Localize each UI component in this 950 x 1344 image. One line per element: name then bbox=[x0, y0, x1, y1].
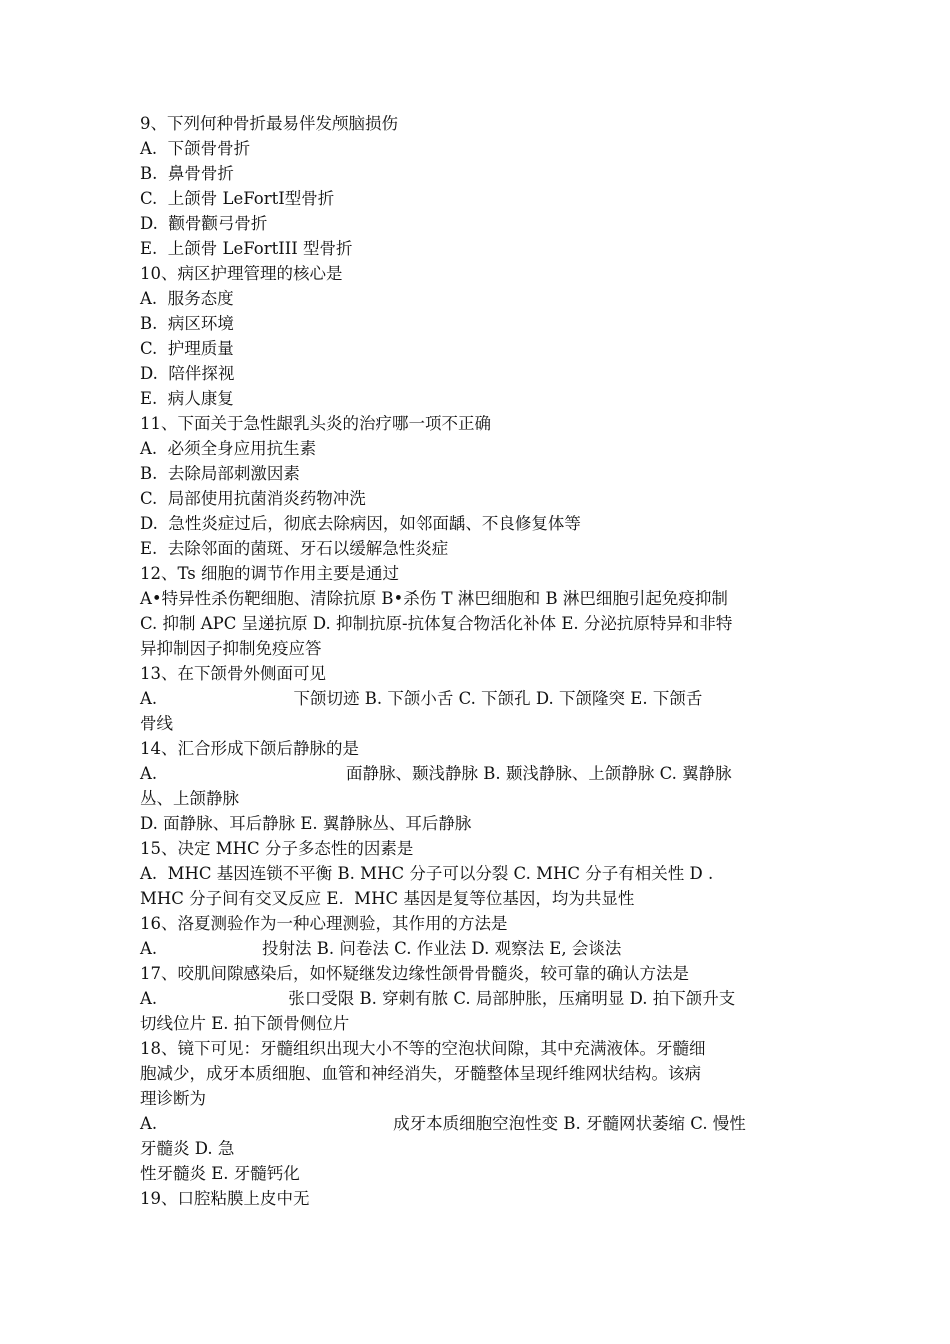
question-18-stem: 18、镜下可见：牙髓组织出现大小不等的空泡状间隙，其中充满液体。牙髓细 bbox=[140, 1039, 706, 1058]
question-16-stem: 16、洛夏测验作为一种心理测验，其作用的方法是 bbox=[140, 914, 508, 933]
question-19-stem: 19、口腔粘膜上皮中无 bbox=[140, 1189, 310, 1208]
question-13-stem: 13、在下颌骨外侧面可见 bbox=[140, 664, 326, 683]
question-12-stem: 12、Ts 细胞的调节作用主要是通过 bbox=[140, 564, 400, 583]
option-line: A. 张口受限 B. 穿刺有脓 C. 局部肿胀，压痛明显 D. 拍下颌升支 bbox=[140, 989, 736, 1008]
option-line: 异抑制因子抑制免疫应答 bbox=[140, 639, 322, 658]
option-line: A. 服务态度 bbox=[140, 289, 234, 308]
question-9-stem: 9、下列何种骨折最易伴发颅脑损伤 bbox=[140, 114, 398, 133]
question-15-stem: 15、决定 MHC 分子多态性的因素是 bbox=[140, 839, 414, 858]
question-18-stem-cont: 胞减少，成牙本质细胞、血管和神经消失，牙髓整体呈现纤维网状结构。该病 bbox=[140, 1064, 701, 1083]
option-line: 切线位片 E. 拍下颌骨侧位片 bbox=[140, 1014, 350, 1033]
option-line: C. 抑制 APC 呈递抗原 D. 抑制抗原-抗体复合物活化补体 E. 分泌抗原特异和非特 bbox=[140, 614, 733, 633]
option-line: C. 上颌骨 LeFortⅠ型骨折 bbox=[140, 189, 335, 208]
option-line: A•特异性杀伤靶细胞、清除抗原 B•杀伤 T 淋巴细胞和 B 淋巴细胞引起免疫抑制 bbox=[140, 589, 728, 608]
option-line: A. MHC 基因连锁不平衡 B. MHC 分子可以分裂 C. MHC 分子有相关性 D . bbox=[140, 864, 714, 883]
question-14-stem: 14、汇合形成下颌后静脉的是 bbox=[140, 739, 359, 758]
question-10-stem: 10、病区护理管理的核心是 bbox=[140, 264, 343, 283]
option-line: B. 病区环境 bbox=[140, 314, 234, 333]
question-18-stem-cont: 理诊断为 bbox=[140, 1089, 206, 1108]
option-line: E. 上颌骨 LeFortIII 型骨折 bbox=[140, 239, 353, 258]
option-line: A. 投射法 B. 问卷法 C. 作业法 D. 观察法 E, 会谈法 bbox=[140, 939, 622, 958]
option-line: 牙髓炎 D. 急 bbox=[140, 1139, 235, 1158]
option-line: A. 下颌切迹 B. 下颌小舌 C. 下颌孔 D. 下颌隆突 E. 下颌舌 bbox=[140, 689, 703, 708]
option-line: A. 成牙本质细胞空泡性变 B. 牙髓网状萎缩 C. 慢性 bbox=[140, 1114, 746, 1133]
option-line: D. 颧骨颧弓骨折 bbox=[140, 214, 268, 233]
option-line: 性牙髓炎 E. 牙髓钙化 bbox=[140, 1164, 300, 1183]
option-line: B. 鼻骨骨折 bbox=[140, 164, 234, 183]
option-line: A. 下颌骨骨折 bbox=[140, 139, 251, 158]
option-line: MHC 分子间有交叉反应 E. MHC 基因是复等位基因，均为共显性 bbox=[140, 889, 635, 908]
question-11-stem: 11、下面关于急性龈乳头炎的治疗哪一项不正确 bbox=[140, 414, 491, 433]
option-line: A. 必须全身应用抗生素 bbox=[140, 439, 317, 458]
option-line: D. 急性炎症过后，彻底去除病因，如邻面龋、不良修复体等 bbox=[140, 514, 581, 533]
question-17-stem: 17、咬肌间隙感染后，如怀疑继发边缘性颌骨骨髓炎，较可靠的确认方法是 bbox=[140, 964, 689, 983]
option-line: D. 面静脉、耳后静脉 E. 翼静脉丛、耳后静脉 bbox=[140, 814, 472, 833]
option-line: A. 面静脉、颞浅静脉 B. 颞浅静脉、上颌静脉 C. 翼静脉 bbox=[140, 764, 732, 783]
option-line: C. 护理质量 bbox=[140, 339, 234, 358]
option-line: D. 陪伴探视 bbox=[140, 364, 235, 383]
option-line: 丛、上颌静脉 bbox=[140, 789, 239, 808]
option-line: E. 病人康复 bbox=[140, 389, 234, 408]
option-line: B. 去除局部刺激因素 bbox=[140, 464, 300, 483]
option-line: C. 局部使用抗菌消炎药物冲洗 bbox=[140, 489, 366, 508]
exam-questions-text bbox=[140, 111, 812, 1211]
option-line: 骨线 bbox=[140, 714, 173, 733]
option-line: E. 去除邻面的菌斑、牙石以缓解急性炎症 bbox=[140, 539, 449, 558]
